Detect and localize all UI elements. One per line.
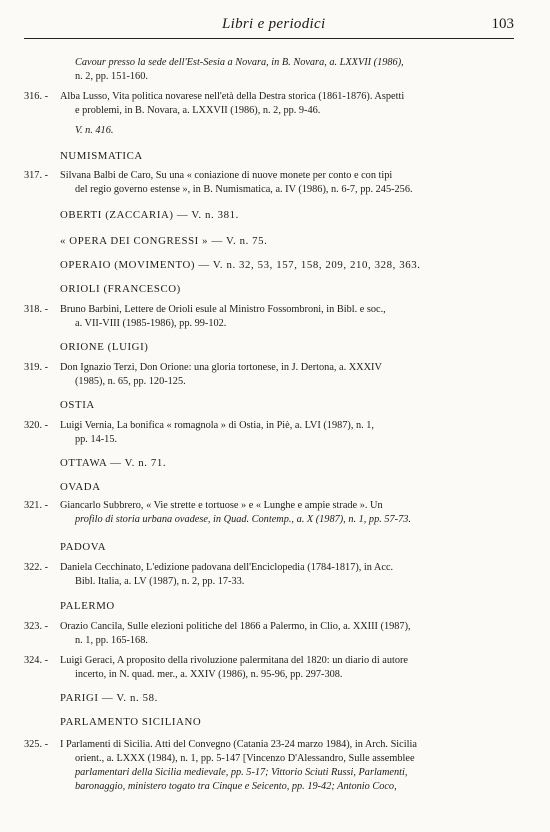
entry-text-line: Alba Lusso, Vita politica novarese nell'età della Destra storica (1861-1876). Aspetti [60,91,405,102]
entry-number: 319. - [24,362,49,373]
entry-text-line: Don Ignazio Terzi, Don Orione: una gloria tortonese, in J. Dertona, a. XXXIV [60,362,382,373]
entry-text-line: Giancarlo Subbrero, « Vie strette e tortuose » e « Lunghe e ampie strade ». Un [60,500,383,511]
entry-text-line: Bibl. Italia, a. LV (1987), n. 2, pp. 17-33. [75,576,245,587]
entry-text-line: Orazio Cancila, Sulle elezioni politiche del 1866 a Palermo, in Clio, a. XXIII (1987), [60,621,411,632]
entry-number: 318. - [24,304,49,315]
section-heading: PADOVA [60,541,107,553]
page-number: 103 [491,16,514,32]
entry-text-line: Daniela Cecchinato, L'edizione padovana dell'Enciclopedia (1784-1817), in Acc. [60,562,394,573]
section-heading: OVADA [60,481,101,493]
entry-text-line: n. 2, pp. 151-160. [75,71,148,82]
section-heading: OPERAIO (MOVIMENTO) — V. n. 32, 53, 157, 158, 209, 210, 328, 363. [60,259,421,271]
entry-text-line: baronaggio, ministero togato tra Cinque e Seicento, pp. 19-42; Antonio Coco, [75,781,397,792]
entry-text-line: e problemi, in B. Novara, a. LXXVII (1986), n. 2, pp. 9-46. [75,105,321,116]
entry-text-line: parlamentari della Sicilia medievale, pp. 5-17; Vittorio Sciuti Russi, Parlamenti, [75,767,408,778]
entry-text-line: I Parlamenti di Sicilia. Atti del Convegno (Catania 23-24 marzo 1984), in Arch. Sicilia [60,739,417,750]
cross-reference: V. n. 416. [75,125,114,136]
entry-text-line: del regio governo estense », in B. Numismatica, a. IV (1986), n. 6-7, pp. 245-256. [75,184,413,195]
entry-text-line: Cavour presso la sede dell'Est-Sesia a Novara, in B. Novara, a. LXXVII (1986), [75,57,404,68]
entry-text-line: orient., a. LXXX (1984), n. 1, pp. 5-147 [Vincenzo D'Alessandro, Sulle assemblee [75,753,415,764]
entry-text-line: profilo di storia urbana ovadese, in Quad. Contemp., a. X (1987), n. 1, pp. 57-73. [75,514,411,525]
section-heading: NUMISMATICA [60,150,143,162]
entry-text-line: incerto, in N. quad. mer., a. XXIV (1986), n. 95-96, pp. 297-308. [75,669,343,680]
section-heading: OTTAWA — V. n. 71. [60,457,167,469]
section-heading: PARLAMENTO SICILIANO [60,716,202,728]
section-heading: OSTIA [60,399,95,411]
running-title: Libri e periodici [222,16,326,32]
entry-text-line: Luigi Geraci, A proposito della rivoluzione palermitana del 1820: un diario di autore [60,655,408,666]
entry-number: 317. - [24,170,49,181]
entry-number: 324. - [24,655,49,666]
entry-number: 325. - [24,739,49,750]
entry-text-line: n. 1, pp. 165-168. [75,635,148,646]
entry-number: 322. - [24,562,49,573]
entry-text-line: Silvana Balbi de Caro, Su una « coniazione di nuove monete per conto e con tipi [60,170,393,181]
entry-number: 316. - [24,91,49,102]
entry-text-line: a. VII-VIII (1985-1986), pp. 99-102. [75,318,227,329]
section-heading: OBERTI (ZACCARIA) — V. n. 381. [60,209,239,221]
header-rule [24,38,514,39]
page-header [24,8,514,40]
section-heading: « OPERA DEI CONGRESSI » — V. n. 75. [60,235,268,247]
entry-text-line: Bruno Barbini, Lettere de Orioli esule al Ministro Fossombroni, in Bibl. e soc., [60,304,386,315]
entry-text-line: pp. 14-15. [75,434,118,445]
section-heading: ORIOLI (FRANCESCO) [60,283,181,295]
entry-text-line: Luigi Vernia, La bonifica « romagnola » di Ostia, in Piè, a. LVI (1987), n. 1, [60,420,374,431]
section-heading: PALERMO [60,600,115,612]
section-heading: PARIGI — V. n. 58. [60,692,158,704]
section-heading: ORIONE (LUIGI) [60,341,149,353]
entry-number: 321. - [24,500,49,511]
entry-number: 323. - [24,621,49,632]
entry-text-line: (1985), n. 65, pp. 120-125. [75,376,186,387]
entry-number: 320. - [24,420,49,431]
